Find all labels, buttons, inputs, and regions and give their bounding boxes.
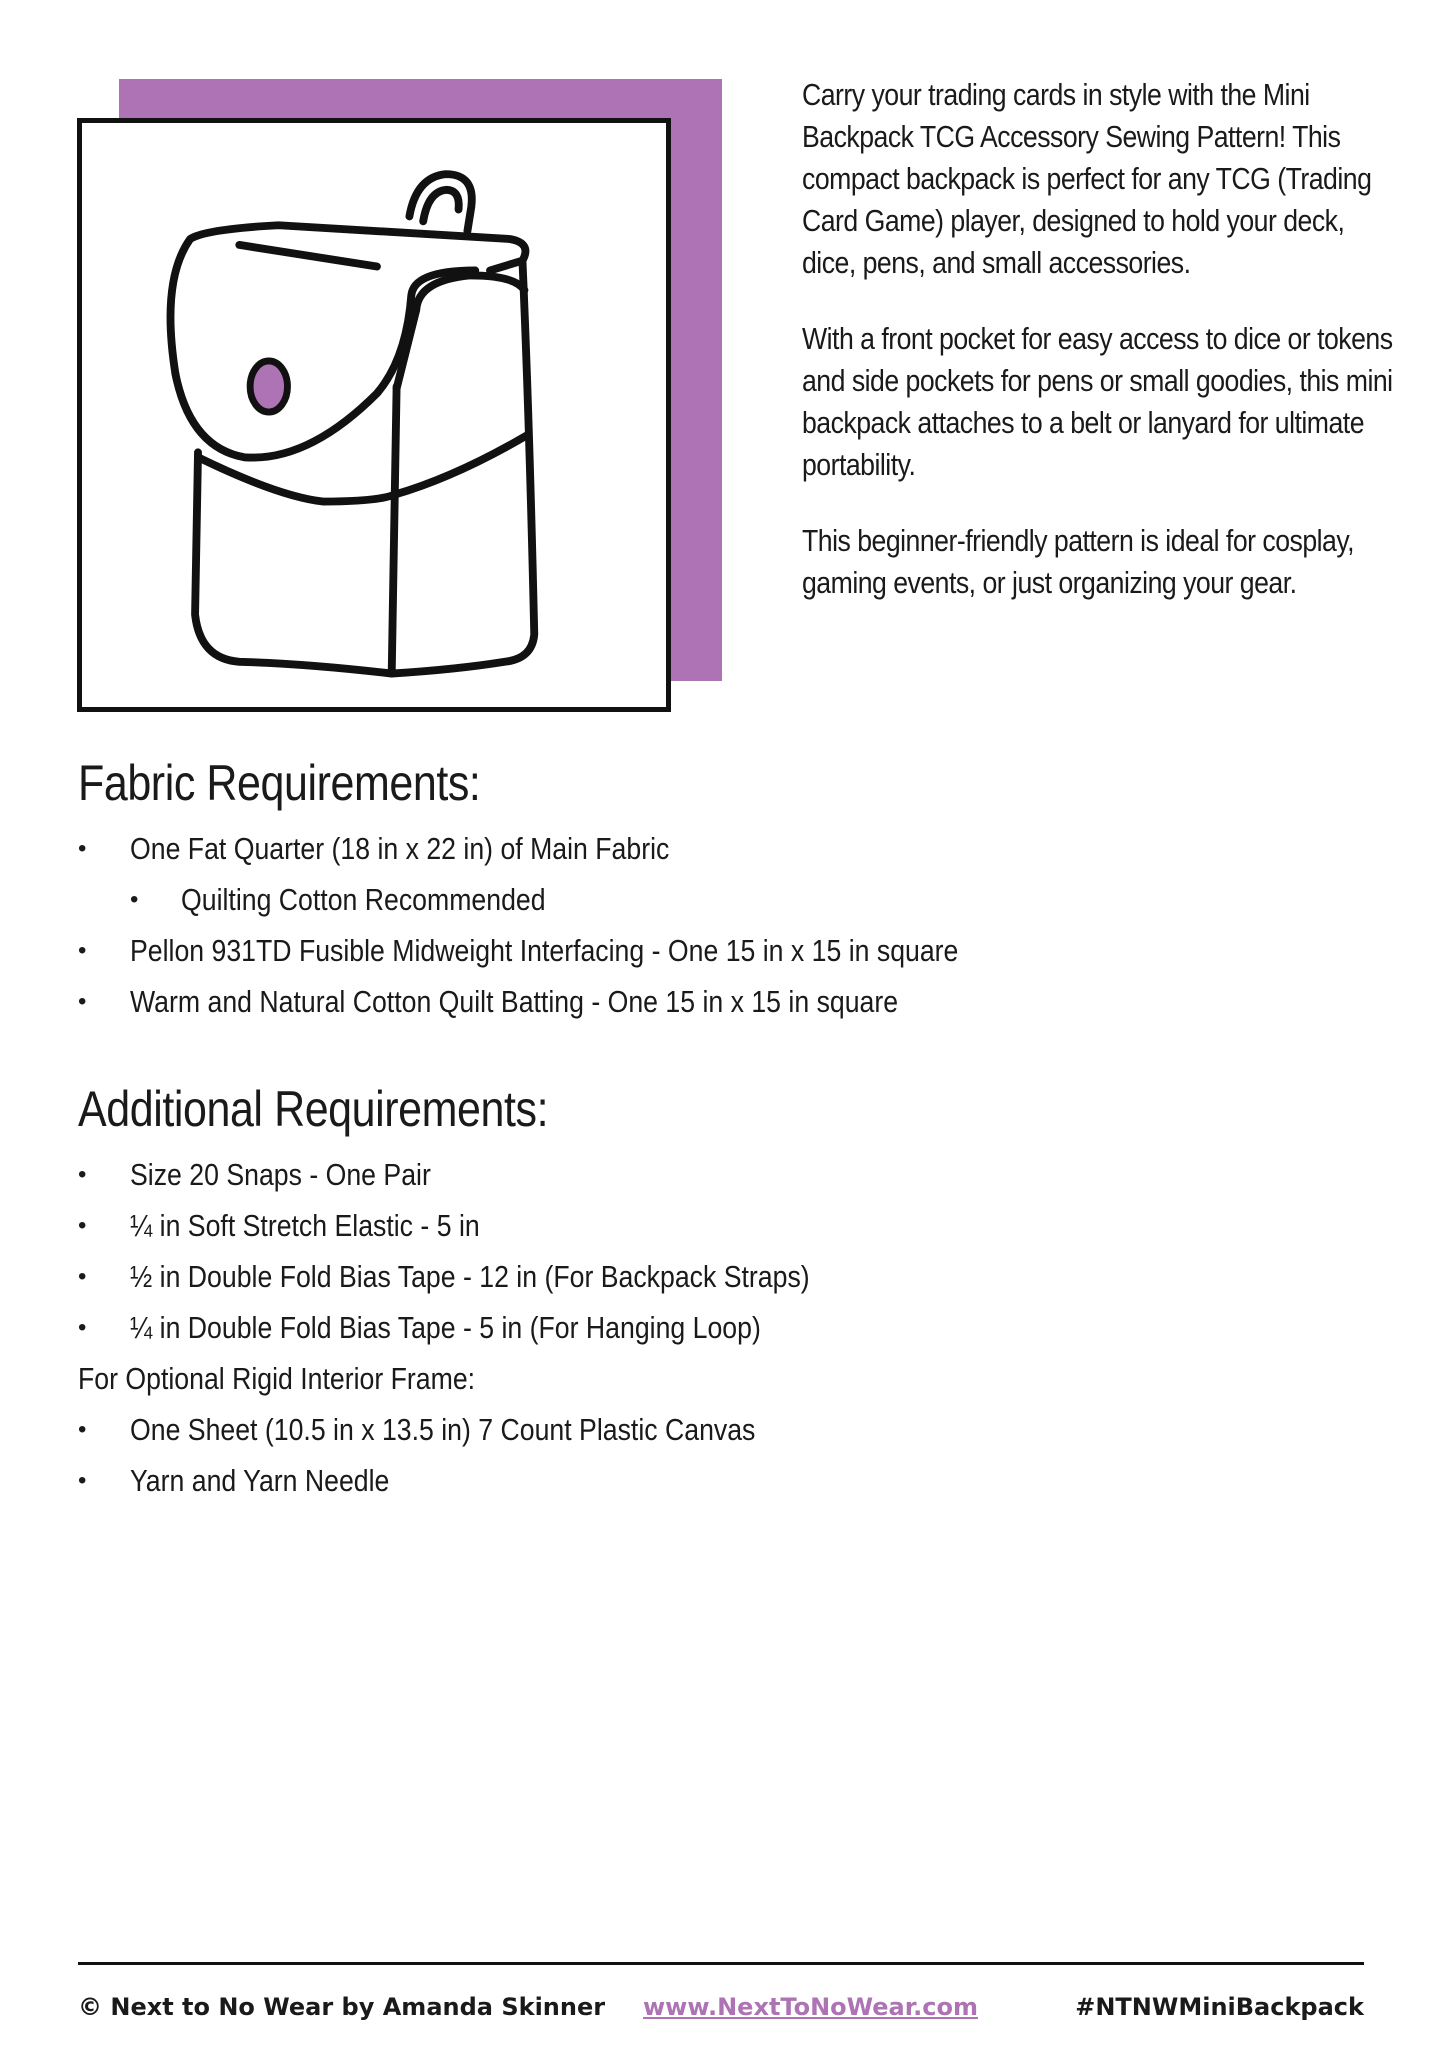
list-item: • Yarn and Yarn Needle bbox=[78, 1455, 920, 1506]
copyright-text: © Next to No Wear by Amanda Skinner bbox=[78, 1993, 606, 2021]
website-link[interactable]: www.NextToNoWear.com bbox=[643, 1993, 979, 2021]
fabric-requirements-heading: Fabric Requirements: bbox=[78, 755, 481, 811]
additional-requirements-section bbox=[78, 1080, 920, 1506]
fabric-requirements-list bbox=[78, 823, 1093, 1027]
intro-text bbox=[802, 74, 1395, 638]
list-item: • Quilting Cotton Recommended bbox=[78, 874, 1093, 925]
intro-paragraph: This beginner-friendly pattern is ideal for cosplay, gaming events, or just organizing your gear. bbox=[802, 523, 1355, 600]
additional-requirements-list bbox=[78, 1149, 920, 1353]
optional-frame-list bbox=[78, 1404, 920, 1506]
list-item: • Size 20 Snaps - One Pair bbox=[78, 1149, 920, 1200]
fabric-requirements-section bbox=[78, 754, 1093, 1027]
footer-divider bbox=[78, 1962, 1364, 1965]
mini-backpack-icon bbox=[82, 123, 666, 707]
hero-illustration bbox=[77, 79, 722, 724]
list-item: • Pellon 931TD Fusible Midweight Interfacing - One 15 in x 15 in square bbox=[78, 925, 1093, 976]
optional-frame-heading: For Optional Rigid Interior Frame: bbox=[78, 1361, 476, 1396]
list-item: • Warm and Natural Cotton Quilt Batting - One 15 in x 15 in square bbox=[78, 976, 1093, 1027]
additional-requirements-heading: Additional Requirements: bbox=[78, 1081, 549, 1137]
list-item: • One Sheet (10.5 in x 13.5 in) 7 Count Plastic Canvas bbox=[78, 1404, 920, 1455]
list-item: • One Fat Quarter (18 in x 22 in) of Main Fabric bbox=[78, 823, 1093, 874]
intro-paragraph: With a front pocket for easy access to dice or tokens and side pockets for pens or small goodies, this mini backpack attaches to a belt or lanyard for ultimate portability. bbox=[802, 321, 1393, 482]
intro-paragraph: Carry your trading cards in style with the Mini Backpack TCG Accessory Sewing Pattern! This compact backpack is perfect for any TCG (Trading Card Game) player, designed to hold your deck, dice, pens, and small accessories. bbox=[802, 77, 1372, 280]
list-item: • ¼ in Soft Stretch Elastic - 5 in bbox=[78, 1200, 920, 1251]
hashtag-text: #NTNWMiniBackpack bbox=[1075, 1993, 1364, 2021]
footer bbox=[78, 1993, 1364, 2033]
backpack-image-frame bbox=[77, 118, 671, 712]
list-item: • ¼ in Double Fold Bias Tape - 5 in (For Hanging Loop) bbox=[78, 1302, 920, 1353]
list-item: • ½ in Double Fold Bias Tape - 12 in (For Backpack Straps) bbox=[78, 1251, 920, 1302]
